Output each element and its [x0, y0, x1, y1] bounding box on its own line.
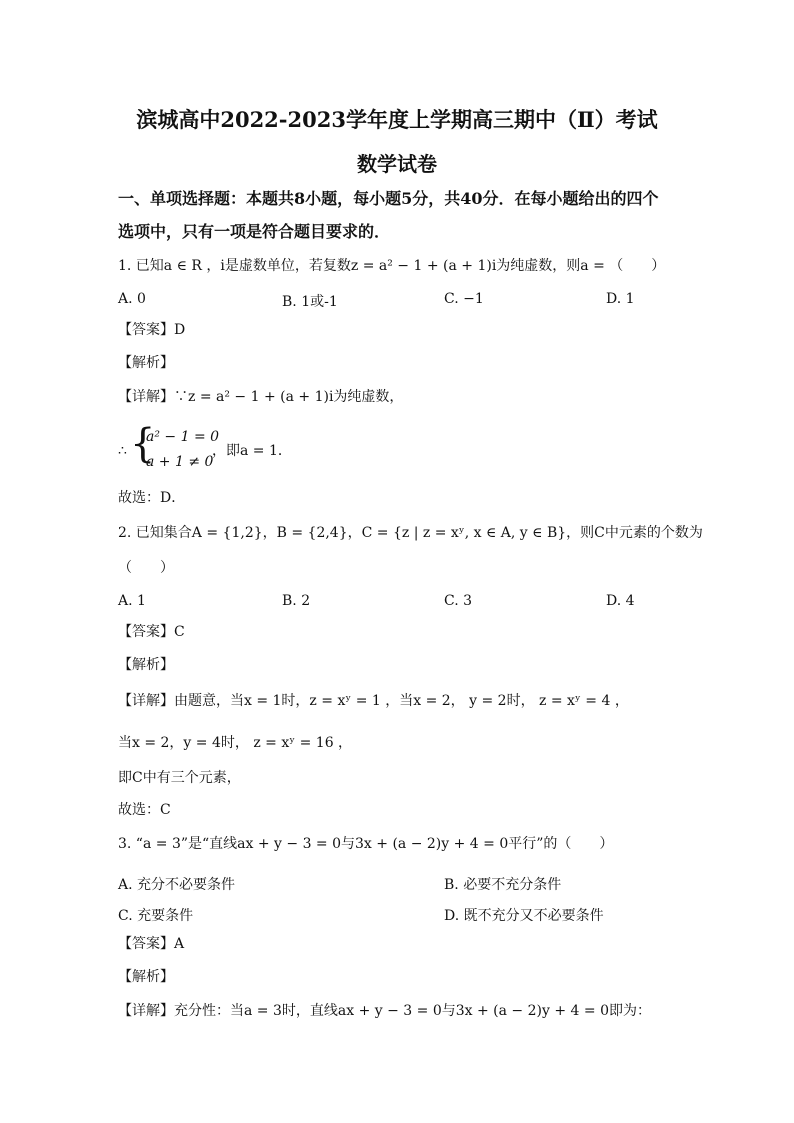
q1-detail: 【详解】∵z = a² − 1 + (a + 1)i为纯虚数， [118, 389, 404, 405]
q1-analysis: 【解析】 [118, 355, 174, 371]
q2-analysis: 【解析】 [118, 657, 174, 673]
q3-option-d: D. 既不充分又不必要条件 [444, 908, 604, 924]
q3-option-b: B. 必要不充分条件 [444, 877, 562, 893]
q1-system-brace: { [130, 421, 156, 467]
q1-system-top: a² − 1 = 0 [146, 429, 220, 445]
q3-answer: 【答案】A [118, 936, 185, 952]
q1-system-result: ，即a = 1． [212, 443, 292, 459]
q1-system-bottom: a + 1 ≠ 0 [146, 454, 214, 470]
q1-option-b: B. 1或-1 [282, 294, 338, 310]
q3-option-c: C. 充要条件 [118, 908, 194, 924]
q1-option-d: D. 1 [606, 291, 635, 307]
q2-option-d: D. 4 [606, 593, 635, 609]
q2-detail-3: 即C中有三个元素， [118, 770, 241, 786]
q2-option-b: B. 2 [282, 593, 311, 609]
q1-answer: 【答案】D [118, 322, 186, 338]
section-heading-line2: 选项中，只有一项是符合题目要求的． [118, 222, 391, 241]
q1-choose: 故选：D． [118, 490, 186, 506]
q3-stem: 3. “a = 3”是“直线ax + y − 3 = 0与3x + (a − 2)y + 4 = 0平行”的（ ） [118, 836, 614, 852]
q2-choose: 故选：C [118, 802, 171, 818]
q2-option-c: C. 3 [444, 593, 473, 609]
exam-title: 滨城高中2022-2023学年度上学期高三期中（Ⅱ）考试 [136, 107, 658, 132]
q1-therefore: ∴ [118, 443, 127, 459]
q2-stem: 2. 已知集合A = {1,2}，B = {2,4}，C = {z | z = xʸ, x ∈ A, y ∈ B}，则C中元素的个数为 [118, 525, 703, 541]
q2-answer: 【答案】C [118, 624, 185, 640]
q2-detail-2: 当x = 2，y = 4时， z = xʸ = 16 ， [118, 735, 353, 751]
q2-detail-1: 【详解】由题意，当x = 1时，z = xʸ = 1 ，当x = 2， y = 2时， z = xʸ = 4 ， [118, 693, 629, 709]
exam-subtitle: 数学试卷 [357, 152, 437, 176]
q3-detail: 【详解】充分性：当a = 3时，直线ax + y − 3 = 0与3x + (a − 2)y + 4 = 0即为： [118, 1003, 651, 1019]
q3-option-a: A. 充分不必要条件 [118, 877, 236, 893]
section-heading-line1: 一、单项选择题：本题共8小题，每小题5分，共40分．在每小题给出的四个 [118, 189, 659, 208]
q1-stem: 1. 已知a ∈ R ，i是虚数单位，若复数z = a² − 1 + (a + 1)i为纯虚数，则a = （ ） [118, 258, 666, 274]
q2-paren: （ ） [118, 560, 174, 576]
q3-analysis: 【解析】 [118, 969, 174, 985]
q1-option-a: A. 0 [118, 291, 146, 307]
q1-option-c: C. −1 [444, 291, 484, 307]
q2-option-a: A. 1 [118, 593, 146, 609]
